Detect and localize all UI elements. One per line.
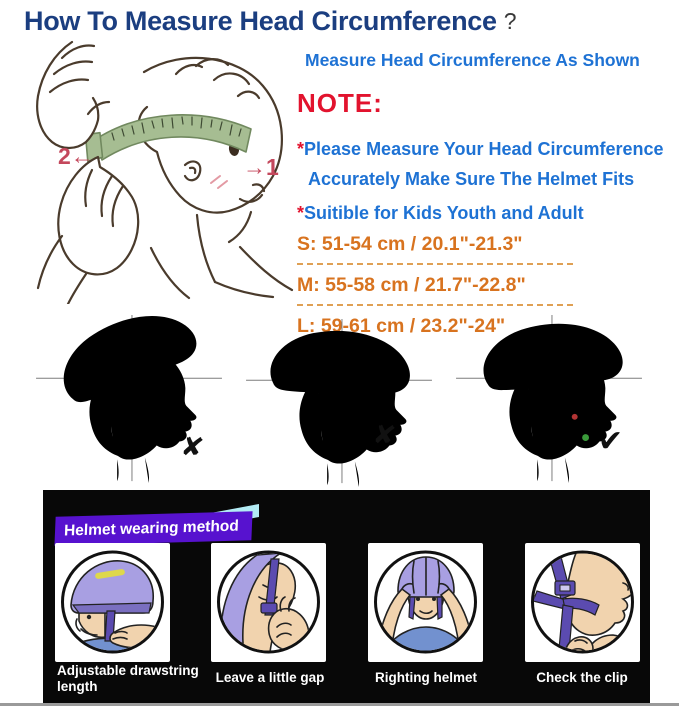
suitability-line: *Suitible for Kids Youth and Adult <box>297 203 584 223</box>
step-card-drawstring <box>55 543 170 662</box>
asterisk: * <box>297 203 305 223</box>
wrong-mark-x: ✘ <box>178 430 206 465</box>
step-card-righting <box>368 543 483 662</box>
size-divider <box>297 263 573 265</box>
page-title <box>24 6 516 37</box>
banner-title: Helmet wearing method <box>54 511 252 546</box>
strap-junction-dot-red <box>572 414 578 420</box>
measure-heading: Measure Head Circumference As Shown <box>305 50 640 70</box>
size-divider <box>297 304 573 306</box>
measure-head-illustration <box>0 36 295 304</box>
step-caption-drawstring: Adjustable drawstring length <box>57 663 199 695</box>
step-caption-clip: Check the clip <box>536 670 628 685</box>
note-line-2: Accurately Make Sure The Helmet Fits <box>308 169 635 189</box>
step-card-gap <box>211 543 326 662</box>
correct-mark-check: ✔ <box>598 424 624 459</box>
lower-hand <box>38 157 138 304</box>
chin-buckle-dot-green <box>582 434 589 441</box>
step-caption-gap: Leave a little gap <box>215 670 325 685</box>
info-column <box>297 50 677 338</box>
page-title-text: How To Measure Head Circumference <box>24 6 497 36</box>
fit-figure-too-far-forward <box>240 315 438 491</box>
step-caption-righting: Righting helmet <box>375 670 477 685</box>
wrong-mark-x: ✘ <box>370 418 398 453</box>
asterisk: * <box>297 139 305 159</box>
measure-point-1-label: →1 <box>243 154 279 180</box>
size-row-s: S: 51-54 cm / 20.1"-21.3" <box>297 233 523 255</box>
size-row-m: M: 55-58 cm / 21.7"-22.8" <box>297 274 526 296</box>
step-card-clip <box>525 543 640 662</box>
upper-hand <box>37 42 109 148</box>
measure-point-2-label: 2← <box>58 143 94 169</box>
size-row-l: L: 59-61 cm / 23.2"-24" <box>297 315 506 337</box>
wearing-method-panel <box>43 490 650 703</box>
note-label: NOTE: <box>297 88 383 118</box>
page-title-question-mark: ? <box>503 8 517 34</box>
fit-figure-correct <box>450 311 648 487</box>
note-line-1: *Please Measure Your Head Circumference <box>297 139 664 159</box>
